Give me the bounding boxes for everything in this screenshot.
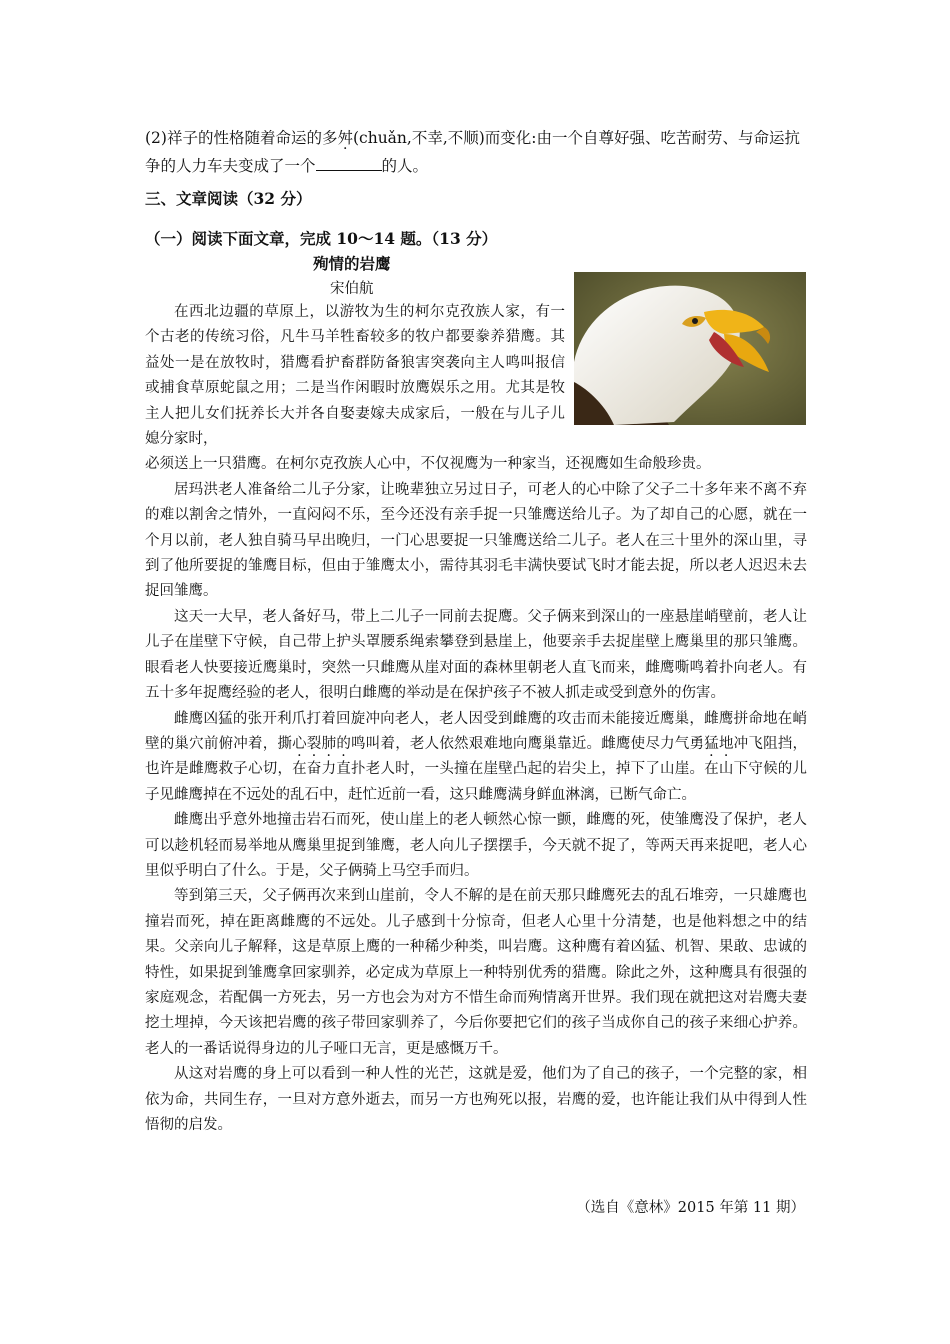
paragraph-5: 雌鹰出乎意外地撞击岩石而死，使山崖上的老人顿然心惊一颤，雌鹰的死，使雏鹰没了保护，老人可以趁机轻而易举地从鹰巢里捉到雏鹰，老人向儿子摆摆手，今天就不捉了，等两天再来捉吧，老人心里似乎明白了什么。于是，父子俩骑上马空手而归。 bbox=[145, 812, 807, 879]
dotted-char: 撕 bbox=[277, 735, 293, 752]
article-author: 宋伯航 bbox=[330, 281, 374, 297]
dotted-phrase-2 bbox=[690, 736, 719, 752]
paragraph-2: 居玛洪老人准备给二儿子分家，让晚辈独立另过日子，可老人的心中除了父子二十多年来不离不弃的难以割舍之情外，一直闷闷不乐，至今还没有亲手捉一只雏鹰送给儿子。为了却自己的心愿，就在一个月以前，老人独自骑马早出晚归，一门心思要捉一只雏鹰送给二儿子。老人在三十里外的深山里，寻到了他所要捉的雏鹰目标，但由于雏鹰太小，需待其羽毛丰满快要试飞时才能去捉，所以老人迟迟未去捉回雏鹰。 bbox=[145, 481, 807, 600]
dotted-phrase-1 bbox=[277, 736, 336, 752]
dotted-char: 舛 bbox=[337, 129, 353, 147]
article-title: 殉情的岩鹰 bbox=[313, 254, 391, 273]
dotted-char: 肺 bbox=[321, 735, 337, 752]
paragraph-3: 这天一大早，老人备好马，带上二儿子一同前去捉鹰。父子俩来到深山的一座悬崖峭壁前，老人让儿子在崖壁下守候，自己带上护头罩腰系绳索攀登到悬崖上，他要亲手去捉崖壁上鹰巢里的那只雏鹰。眼看老人快要接近鹰巢时，突然一只雌鹰从崖对面的森林里朝老人直飞而来，雌鹰嘶鸣着扑向老人。有五十多年捉鹰经验的老人，很明白雌鹰的举动是在保护孩子不被人抓走或受到意外的伤害。 bbox=[145, 608, 807, 702]
paragraph-4: 雌鹰凶猛的张开利爪打着回旋冲向老人，老人因受到雌鹰的攻击而未能接近鹰巢，雌鹰拼命地在峭壁的巢穴前俯冲着，撕心裂肺的鸣叫着，老人依然艰难地向鹰巢靠近。雌鹰使尽力气勇猛地冲飞阻挡，也许是雌鹰救子心切，在奋力直扑老人时，一头撞在崖壁凸起的岩尖上，掉下了山崖。在山下守候的儿子见雌鹰掉在不远处的乱石中，赶忙近前一看，这只雌鹰满身鲜血淋漓，已断气命亡。 bbox=[145, 710, 808, 803]
dotted-char: 裂 bbox=[306, 735, 322, 752]
answer-blank[interactable] bbox=[316, 154, 382, 171]
section-title: 三、文章阅读（32 分） bbox=[145, 189, 312, 208]
article-body bbox=[145, 300, 807, 1138]
subsection-title: （一）阅读下面文章，完成 10～14 题。（13 分） bbox=[145, 229, 498, 248]
dotted-char: 猛 bbox=[704, 735, 719, 752]
article-source: （选自《意林》2015 年第 11 期） bbox=[576, 1200, 805, 1216]
question-2: (2)祥子的性格随着命运的多舛(chuǎn,不幸,不顺)而变化:由一个自尊好强、吃苦耐劳、与命运抗争的人力车夫变成了一个 的人。 bbox=[145, 129, 801, 175]
paragraph-7: 从这对岩鹰的身上可以看到一种人性的光芒，这就是爱，他们为了自己的孩子，一个完整的家，相依为命，共同生存，一旦对方意外逝去，而另一方也殉死以报，岩鹰的爱，也许能让我们从中得到人性悟彻的启发。 bbox=[145, 1066, 807, 1133]
paragraph-6: 等到第三天，父子俩再次来到山崖前，令人不解的是在前天那只雌鹰死去的乱石堆旁，一只雄鹰也撞岩而死，掉在距离雌鹰的不远处。儿子感到十分惊奇，但老人心里十分清楚，也是他料想之中的结果。父亲向儿子解释，这是草原上鹰的一种稀少种类，叫岩鹰。这种鹰有着凶猛、机智、果敢、忠诚的特性，如果捉到雏鹰拿回家驯养，必定成为草原上一种特别优秀的猎鹰。除此之外，这种鹰具有很强的家庭观念，若配偶一方死去，另一方也会为对方不惜生命而殉情离开世界。我们现在就把这对岩鹰夫妻挖土埋掉，今天该把岩鹰的孩子带回家驯养了，今后你要把它们的孩子当成你自己的孩子来细心护养。老人的一番话说得身边的儿子哑口无言，更是感慨万千。 bbox=[145, 888, 807, 1057]
dotted-char: 勇 bbox=[689, 735, 705, 752]
dotted-char: 心 bbox=[292, 735, 307, 752]
paragraph-1-cont: 必须送上一只猎鹰。在柯尔克孜族人心中，不仅视鹰为一种家当，还视鹰如生命般珍贵。 bbox=[145, 456, 711, 473]
paragraph-1: 在西北边疆的草原上，以游牧为生的柯尔克孜族人家，有一个古老的传统习俗，凡牛马羊牲畜较多的牧户都要豢养猎鹰。其益处一是在放牧时，猎鹰看护畜群防备狼害突袭向主人鸣叫报信或捕食草原蛇鼠之用；二是当作闲暇时放鹰娱乐之用。尤其是牧主人把儿女们抚养长大并各自娶妻嫁夫成家后，一般在与儿子儿媳分家时， bbox=[145, 304, 565, 448]
